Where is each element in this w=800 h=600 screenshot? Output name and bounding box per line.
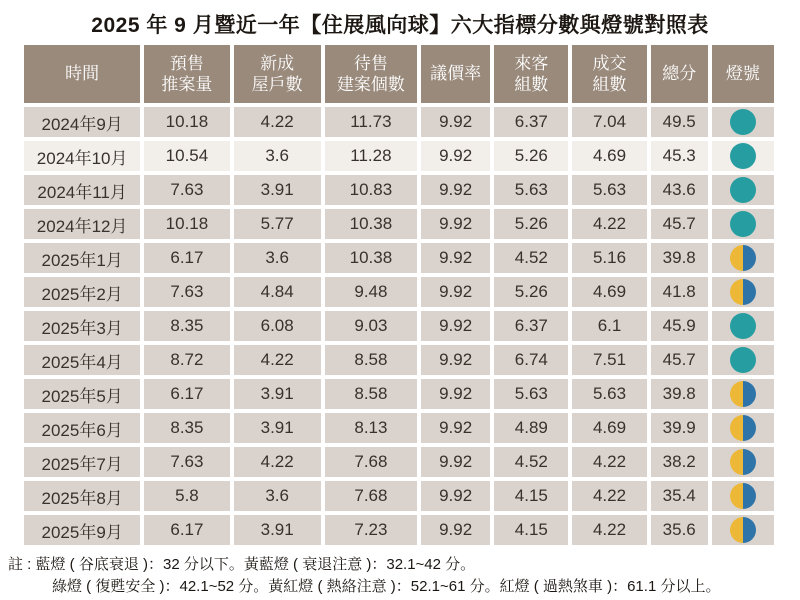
legend-note-line-2: 綠燈 ( 復甦安全 )：42.1~52 分。黃紅燈 ( 熱絡注意 )：52.1~61 分。紅燈 ( 過熱煞車 )：61.1 分以上。 <box>52 578 721 595</box>
note-line1-text: 藍燈 ( 谷底衰退 )：32 分以下。黃藍燈 ( 衰退注意 )：32.1~42 分。 <box>35 556 476 573</box>
row-time-label: 2025年3月 <box>24 311 140 341</box>
score-cell: 4.69 <box>572 277 646 307</box>
column-header-1: 預售 推案量 <box>144 45 229 103</box>
green-light-icon <box>730 211 756 237</box>
column-header-5: 來客 組數 <box>494 45 568 103</box>
light-signal-cell <box>712 141 774 171</box>
table-row <box>24 311 774 341</box>
score-cell: 11.73 <box>325 107 417 137</box>
score-cell: 7.63 <box>144 447 229 477</box>
table-row <box>24 107 774 137</box>
row-time-label: 2025年4月 <box>24 345 140 375</box>
score-cell: 7.23 <box>325 515 417 545</box>
column-header-4: 議價率 <box>421 45 490 103</box>
column-header-6: 成交 組數 <box>572 45 646 103</box>
score-cell: 5.63 <box>572 379 646 409</box>
green-light-icon <box>730 109 756 135</box>
score-cell: 9.92 <box>421 277 490 307</box>
page-title: 2025 年 9 月暨近一年【住展風向球】六大指標分數與燈號對照表 <box>91 14 709 37</box>
score-cell: 5.77 <box>234 209 321 239</box>
score-cell: 3.91 <box>234 175 321 205</box>
score-cell: 4.15 <box>494 515 568 545</box>
score-cell: 7.51 <box>572 345 646 375</box>
row-time-label: 2025年5月 <box>24 379 140 409</box>
score-cell: 8.35 <box>144 413 229 443</box>
yellow-blue-light-icon <box>730 381 756 407</box>
light-signal-cell <box>712 345 774 375</box>
score-cell: 7.63 <box>144 175 229 205</box>
table-row <box>24 345 774 375</box>
score-cell: 3.6 <box>234 481 321 511</box>
score-cell: 35.4 <box>651 481 708 511</box>
score-cell: 8.13 <box>325 413 417 443</box>
green-light-icon <box>730 347 756 373</box>
score-cell: 5.8 <box>144 481 229 511</box>
score-cell: 38.2 <box>651 447 708 477</box>
row-time-label: 2025年1月 <box>24 243 140 273</box>
score-cell: 5.63 <box>494 379 568 409</box>
score-cell: 8.35 <box>144 311 229 341</box>
light-signal-cell <box>712 209 774 239</box>
score-cell: 9.92 <box>421 413 490 443</box>
yellow-blue-light-icon <box>730 483 756 509</box>
legend-note-line-1 <box>8 554 800 576</box>
indicator-score-table <box>20 41 778 549</box>
score-cell: 9.92 <box>421 345 490 375</box>
score-cell: 41.8 <box>651 277 708 307</box>
score-cell: 7.04 <box>572 107 646 137</box>
table-row <box>24 379 774 409</box>
column-header-8: 燈號 <box>712 45 774 103</box>
score-cell: 9.92 <box>421 379 490 409</box>
score-cell: 9.03 <box>325 311 417 341</box>
score-cell: 9.92 <box>421 107 490 137</box>
table-row <box>24 243 774 273</box>
score-cell: 4.52 <box>494 447 568 477</box>
yellow-blue-light-icon <box>730 415 756 441</box>
light-signal-cell <box>712 515 774 545</box>
light-signal-cell <box>712 379 774 409</box>
score-cell: 6.17 <box>144 515 229 545</box>
score-cell: 5.63 <box>572 175 646 205</box>
score-cell: 9.92 <box>421 141 490 171</box>
score-cell: 4.22 <box>234 345 321 375</box>
score-cell: 39.8 <box>651 379 708 409</box>
yellow-blue-light-icon <box>730 517 756 543</box>
light-signal-cell <box>712 175 774 205</box>
yellow-blue-light-icon <box>730 245 756 271</box>
table-row <box>24 209 774 239</box>
column-header-3: 待售 建案個數 <box>325 45 417 103</box>
green-light-icon <box>730 177 756 203</box>
row-time-label: 2025年7月 <box>24 447 140 477</box>
table-header-row <box>24 45 774 103</box>
score-cell: 4.22 <box>234 447 321 477</box>
score-cell: 6.37 <box>494 311 568 341</box>
row-time-label: 2024年10月 <box>24 141 140 171</box>
score-cell: 4.22 <box>234 107 321 137</box>
score-cell: 8.72 <box>144 345 229 375</box>
score-cell: 4.52 <box>494 243 568 273</box>
score-cell: 4.22 <box>572 515 646 545</box>
yellow-blue-light-icon <box>730 279 756 305</box>
table-row <box>24 481 774 511</box>
score-cell: 6.17 <box>144 243 229 273</box>
score-cell: 4.22 <box>572 481 646 511</box>
light-signal-cell <box>712 243 774 273</box>
score-cell: 10.38 <box>325 209 417 239</box>
score-cell: 4.22 <box>572 447 646 477</box>
score-cell: 9.92 <box>421 515 490 545</box>
score-cell: 3.91 <box>234 413 321 443</box>
score-cell: 3.6 <box>234 243 321 273</box>
score-cell: 4.89 <box>494 413 568 443</box>
column-header-7: 總分 <box>651 45 708 103</box>
score-cell: 5.63 <box>494 175 568 205</box>
score-cell: 4.15 <box>494 481 568 511</box>
score-cell: 6.08 <box>234 311 321 341</box>
row-time-label: 2024年9月 <box>24 107 140 137</box>
legend-notes <box>8 554 800 598</box>
table-body <box>24 107 774 545</box>
score-cell: 45.9 <box>651 311 708 341</box>
score-cell: 3.91 <box>234 379 321 409</box>
light-signal-cell <box>712 447 774 477</box>
score-cell: 11.28 <box>325 141 417 171</box>
score-cell: 9.92 <box>421 447 490 477</box>
table-row <box>24 447 774 477</box>
score-cell: 6.1 <box>572 311 646 341</box>
score-cell: 39.8 <box>651 243 708 273</box>
row-time-label: 2025年8月 <box>24 481 140 511</box>
score-cell: 49.5 <box>651 107 708 137</box>
score-cell: 10.18 <box>144 209 229 239</box>
score-cell: 6.74 <box>494 345 568 375</box>
score-cell: 4.22 <box>572 209 646 239</box>
score-cell: 9.48 <box>325 277 417 307</box>
light-signal-cell <box>712 311 774 341</box>
row-time-label: 2025年9月 <box>24 515 140 545</box>
score-cell: 10.38 <box>325 243 417 273</box>
score-cell: 8.58 <box>325 379 417 409</box>
score-cell: 4.69 <box>572 141 646 171</box>
score-cell: 9.92 <box>421 311 490 341</box>
light-signal-cell <box>712 277 774 307</box>
light-signal-cell <box>712 481 774 511</box>
score-cell: 9.92 <box>421 481 490 511</box>
table-row <box>24 175 774 205</box>
score-cell: 45.7 <box>651 209 708 239</box>
light-signal-cell <box>712 413 774 443</box>
score-cell: 5.26 <box>494 141 568 171</box>
score-cell: 5.16 <box>572 243 646 273</box>
score-cell: 35.6 <box>651 515 708 545</box>
score-cell: 4.69 <box>572 413 646 443</box>
row-time-label: 2025年6月 <box>24 413 140 443</box>
score-cell: 6.37 <box>494 107 568 137</box>
table-row <box>24 515 774 545</box>
score-cell: 43.6 <box>651 175 708 205</box>
score-cell: 8.58 <box>325 345 417 375</box>
column-header-2: 新成 屋戶數 <box>234 45 321 103</box>
yellow-blue-light-icon <box>730 449 756 475</box>
note-prefix: 註 : <box>8 556 36 573</box>
table-row <box>24 141 774 171</box>
green-light-icon <box>730 313 756 339</box>
row-time-label: 2024年12月 <box>24 209 140 239</box>
score-cell: 5.26 <box>494 277 568 307</box>
green-light-icon <box>730 143 756 169</box>
column-header-0: 時間 <box>24 45 140 103</box>
score-cell: 5.26 <box>494 209 568 239</box>
score-cell: 7.68 <box>325 447 417 477</box>
score-cell: 9.92 <box>421 175 490 205</box>
score-cell: 4.84 <box>234 277 321 307</box>
score-cell: 39.9 <box>651 413 708 443</box>
score-cell: 6.17 <box>144 379 229 409</box>
score-cell: 10.83 <box>325 175 417 205</box>
table-row <box>24 277 774 307</box>
score-cell: 45.7 <box>651 345 708 375</box>
light-signal-cell <box>712 107 774 137</box>
score-cell: 3.91 <box>234 515 321 545</box>
score-cell: 10.18 <box>144 107 229 137</box>
row-time-label: 2024年11月 <box>24 175 140 205</box>
score-cell: 10.54 <box>144 141 229 171</box>
score-cell: 9.92 <box>421 243 490 273</box>
score-cell: 7.68 <box>325 481 417 511</box>
score-cell: 7.63 <box>144 277 229 307</box>
row-time-label: 2025年2月 <box>24 277 140 307</box>
score-cell: 45.3 <box>651 141 708 171</box>
table-row <box>24 413 774 443</box>
score-cell: 9.92 <box>421 209 490 239</box>
score-cell: 3.6 <box>234 141 321 171</box>
